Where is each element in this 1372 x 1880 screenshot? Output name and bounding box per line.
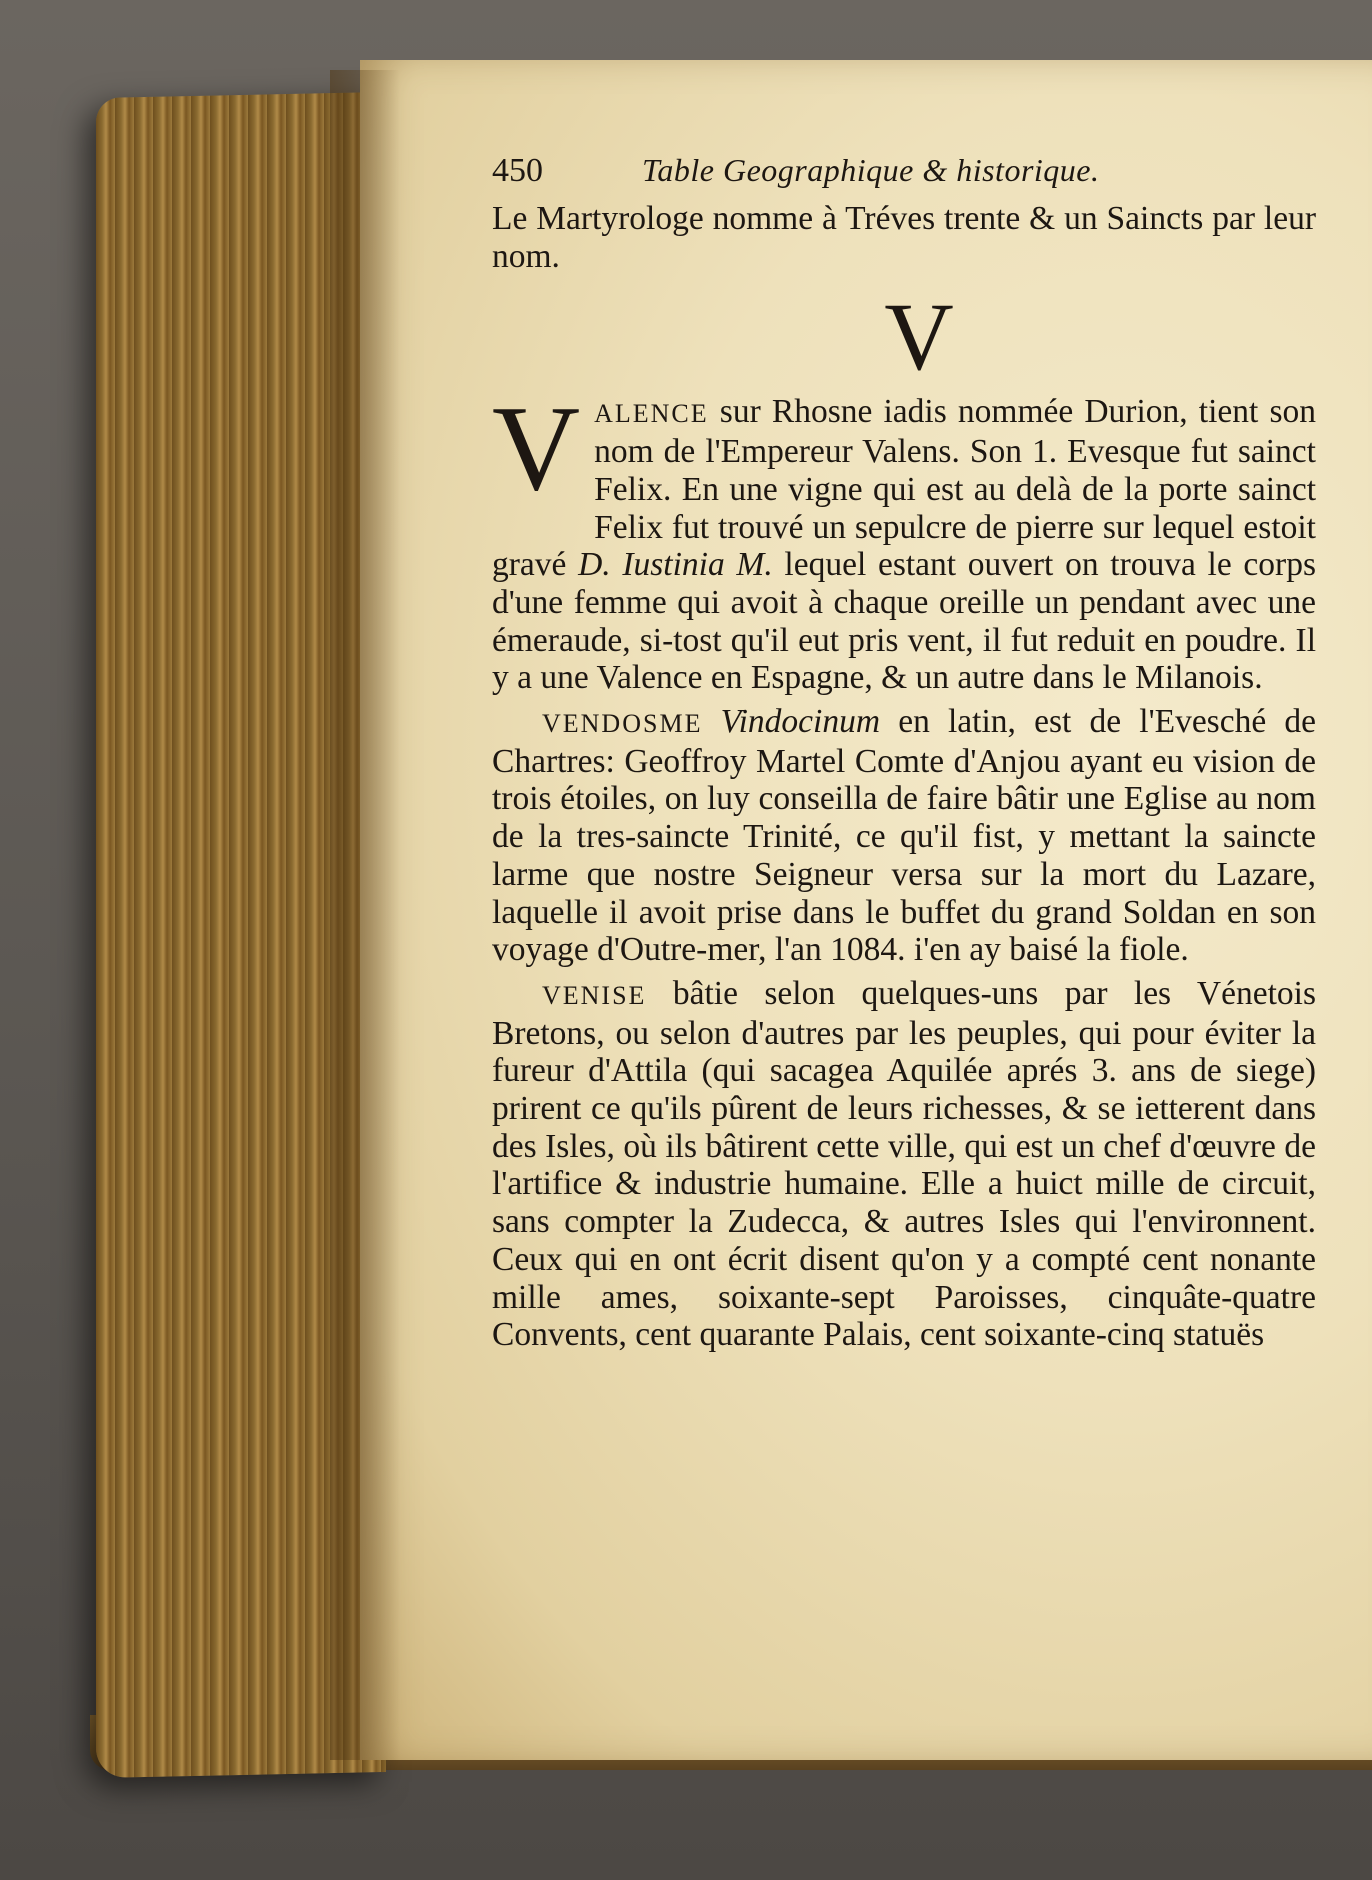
latin-name: Vindocinum bbox=[720, 703, 881, 741]
text-block bbox=[492, 152, 1316, 1354]
intro-paragraph: Le Martyrologe nomme à Tréves trente & un Saincts par leur nom. bbox=[492, 200, 1316, 275]
entry-text: sur Rhosne iadis nommée Durion, tient son nom de l'Empereur Valens. Son 1. Evesque fut sainct Felix. En une vigne qui est au delà de la porte sainct Felix fut trouvé un sepulcre de pierre sur lequel estoit gravé bbox=[492, 393, 1316, 584]
gutter-shadow bbox=[330, 70, 400, 1760]
inscription: D. Iustinia M. bbox=[578, 546, 773, 584]
entry-text: bâtie selon quelques-uns par les Vénetois Bretons, ou selon d'autres par les peuples, qui pour éviter la fureur d'Attila (qui sacagea Aquilée aprés 3. ans de siege) prirent ce qu'ils pûrent de leurs richesses, & se ietterent dans des Isles, où ils bâtirent cette ville, qui est un chef d'œuvre de l'artifice & industrie humaine. Elle a huict mille de circuit, sans compter la Zudecca, & autres Isles qui l'environnent. Ceux qui en ont écrit disent qu'on y a compté cent nonante mille ames, soixante-sept Paroisses, cinquâte-quatre Convents, cent quarante Palais, cent soixante-cinq statuës bbox=[492, 974, 1316, 1354]
entry-head: ALENCE bbox=[594, 399, 709, 429]
entry-head: VENDOSME bbox=[542, 709, 703, 739]
page-number: 450 bbox=[492, 152, 543, 189]
page-header bbox=[492, 152, 1316, 200]
running-title: Table Geographique & historique. bbox=[642, 152, 1100, 188]
entry-valence bbox=[492, 381, 1316, 697]
entry-venise bbox=[492, 975, 1316, 1354]
entry-head: VENISE bbox=[542, 980, 647, 1010]
section-letter: V bbox=[884, 283, 954, 391]
entry-text: lequel estant ouvert on trouva le corps d'une femme qui avoit à chaque oreille un pendant avec une émeraude, si-tost qu'il eut pris vent, il fut reduit en poudre. Il y a une Valence en Espagne, & un autre dans le Milanois. bbox=[492, 546, 1316, 697]
drop-cap: V bbox=[492, 381, 581, 517]
entry-vendosme bbox=[492, 703, 1316, 969]
entry-text: en latin, est de l'Evesché de Chartres: Geoffroy Martel Comte d'Anjou ayant eu vision de trois étoiles, on luy conseilla de faire bâtir une Eglise au nom de la tres-saincte Trinité, ce qu'il fist, y mettant la saincte larme que nostre Seigneur versa sur la mort du Lazare, laquelle il avoit prise dans le buffet du grand Soldan en son voyage d'Outre-mer, l'an 1084. i'en ay baisé la fiole. bbox=[492, 703, 1316, 969]
